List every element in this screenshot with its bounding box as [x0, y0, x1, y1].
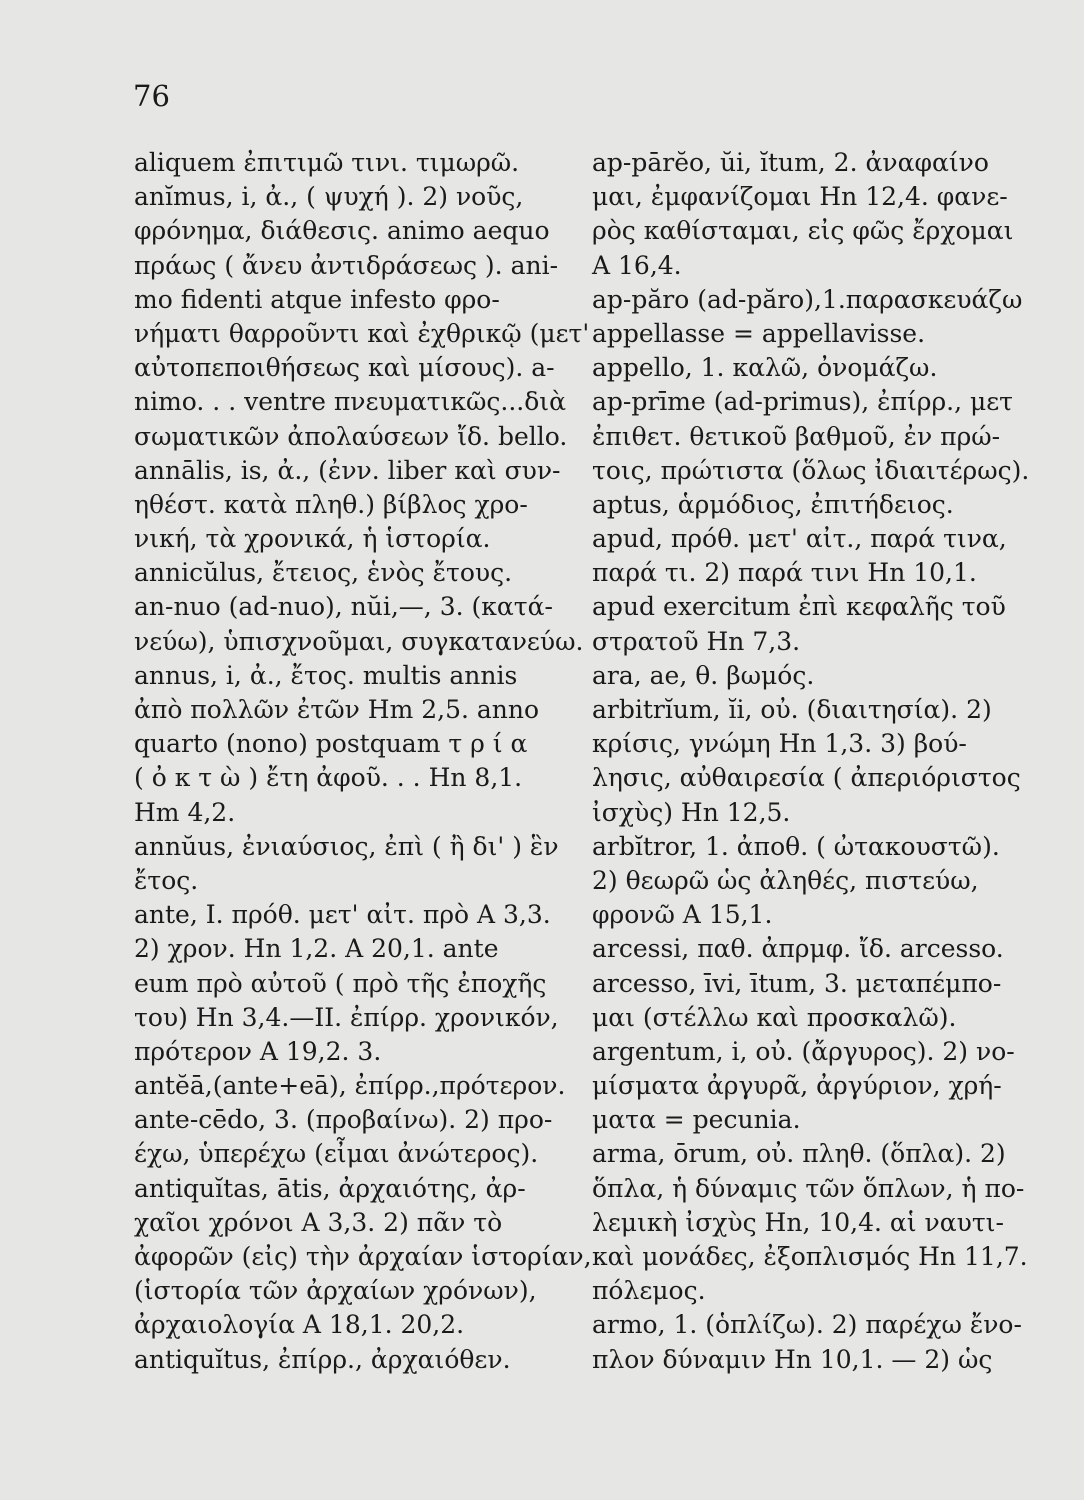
- dictionary-line: argentum, i, οὐ. (ἄργυρος). 2) νο-: [592, 1036, 1015, 1066]
- dictionary-line: annicŭlus, ἔτειος, ἑνὸς ἔτους.: [134, 558, 513, 588]
- dictionary-line: annŭus, ἐνιαύσιος, ἐπὶ ( ἢ δι' ) ἓν: [134, 831, 559, 861]
- dictionary-line: anĭmus, i, ἀ., ( ψυχή ). 2) νοῦς,: [134, 182, 524, 212]
- dictionary-line: ηθέστ. κατὰ πληθ.) βίβλος χρο-: [134, 489, 528, 519]
- dictionary-line: πρότερον A 19,2. 3.: [134, 1036, 382, 1066]
- right-column: [592, 146, 1032, 1377]
- dictionary-line: A 16,4.: [592, 250, 682, 280]
- dictionary-line: annālis, is, ἀ., (ἐνν. liber καὶ συν-: [134, 455, 561, 485]
- dictionary-line: φρόνημα, διάθεσις. animo aequo: [134, 216, 550, 246]
- dictionary-line: Hm 4,2.: [134, 797, 236, 827]
- dictionary-line: νεύω), ὑπισχνοῦμαι, συγκατανεύω.: [134, 626, 584, 656]
- dictionary-line: μαι, ἐμφανίζομαι Hn 12,4. φανε-: [592, 182, 1008, 212]
- dictionary-line: φρονῶ A 15,1.: [592, 900, 773, 930]
- dictionary-line: κρίσις, γνώμη Hn 1,3. 3) βού-: [592, 729, 967, 759]
- left-column: [134, 146, 592, 1377]
- dictionary-line: (ἱστορία τῶν ἀρχαίων χρόνων),: [134, 1276, 537, 1306]
- page-number: 76: [133, 79, 170, 113]
- dictionary-line: arcessi, παθ. ἀπρμφ. ἴδ. arcesso.: [592, 934, 1004, 964]
- dictionary-line: ὅπλα, ἡ δύναμις τῶν ὅπλων, ἡ πο-: [592, 1173, 1025, 1203]
- dictionary-line: ap-pārĕo, ŭi, ĭtum, 2. ἀναφαίνο: [592, 148, 989, 177]
- dictionary-line: ante-cēdo, 3. (προβαίνω). 2) προ-: [134, 1105, 553, 1135]
- dictionary-line: νήματι θαρροῦντι καὶ ἐχθρικῷ (μετ': [134, 318, 590, 348]
- dictionary-line: πράως ( ἄνευ ἀντιδράσεως ). ani-: [134, 250, 559, 280]
- dictionary-line: σωματικῶν ἀπολαύσεων ἴδ. bello.: [134, 421, 568, 451]
- dictionary-line: παρά τι. 2) παρά τινι Hn 10,1.: [592, 558, 977, 588]
- dictionary-line: μαι (στέλλω καὶ προσκαλῶ).: [592, 1002, 957, 1032]
- dictionary-line: ἀρχαιολογία A 18,1. 20,2.: [134, 1310, 465, 1340]
- dictionary-line: nimo. . . ventre πνευματικῶς...διὰ: [134, 387, 566, 417]
- dictionary-line: 2) θεωρῶ ὡς ἀληθές, πιστεύω,: [592, 865, 979, 895]
- dictionary-line: στρατοῦ Hn 7,3.: [592, 626, 801, 656]
- dictionary-line: ἔτος.: [134, 865, 199, 895]
- dictionary-line: annus, i, ἀ., ἔτος. multis annis: [134, 660, 518, 690]
- dictionary-line: an-nuo (ad-nuo), nŭi,—, 3. (κατά-: [134, 592, 553, 622]
- dictionary-line: apud, πρόθ. μετ' αἰτ., παρά τινα,: [592, 524, 1007, 554]
- dictionary-line: ( ὀ κ τ ὼ ) ἔτη ἀφοῦ. . . Hn 8,1.: [134, 763, 523, 793]
- dictionary-line: antiquĭtus, ἐπίρρ., ἀρχαιόθεν.: [134, 1344, 511, 1374]
- dictionary-line: ap-păro (ad-păro),1.παρασκευάζω: [592, 284, 1023, 314]
- dictionary-line: aliquem ἐπιτιμῶ τινι. τιμωρῶ.: [134, 148, 520, 177]
- dictionary-line: arbitrĭum, ĭi, οὐ. (διαιτησία). 2): [592, 695, 992, 724]
- dictionary-line: ἀφορῶν (εἰς) τὴν ἀρχαίαν ἱστορίαν,: [134, 1242, 592, 1271]
- dictionary-line: πλον δύναμιν Hn 10,1. — 2) ὡς: [592, 1344, 993, 1374]
- dictionary-line: τοις, πρώτιστα (ὅλως ἰδιαιτέρως).: [592, 455, 1030, 485]
- dictionary-line: ara, ae, θ. βωμός.: [592, 660, 815, 690]
- dictionary-line: μίσματα ἀργυρᾶ, ἀργύριον, χρή-: [592, 1071, 1002, 1101]
- dictionary-line: του) Hn 3,4.—II. ἐπίρρ. χρονικόν,: [134, 1002, 559, 1032]
- dictionary-line: arcesso, īvi, ītum, 3. μεταπέμπο-: [592, 968, 1002, 998]
- dictionary-line: λησις, αὐθαιρεσία ( ἀπεριόριστος: [592, 763, 1021, 793]
- dictionary-line: λεμικὴ ἰσχὺς Hn, 10,4. αἱ ναυτι-: [592, 1207, 1004, 1237]
- dictionary-line: quarto (nono) postquam τ ρ ί α: [134, 729, 528, 759]
- dictionary-line: antiquĭtas, ātis, ἀρχαιότης, ἀρ-: [134, 1173, 526, 1203]
- dictionary-line: eum πρὸ αὐτοῦ ( πρὸ τῆς ἐποχῆς: [134, 968, 547, 998]
- dictionary-line: αὐτοπεποιθήσεως καὶ μίσους). a-: [134, 353, 555, 383]
- dictionary-line: ρὸς καθίσταμαι, εἰς φῶς ἔρχομαι: [592, 216, 1014, 246]
- dictionary-line: 2) χρον. Hn 1,2. A 20,1. ante: [134, 934, 499, 964]
- dictionary-line: appello, 1. καλῶ, ὀνομάζω.: [592, 353, 938, 383]
- dictionary-line: νική, τὰ χρονικά, ἡ ἱστορία.: [134, 524, 491, 554]
- dictionary-line: χαῖοι χρόνοι A 3,3. 2) πᾶν τὸ: [134, 1207, 503, 1237]
- dictionary-line: ματα = pecunia.: [592, 1105, 801, 1135]
- dictionary-line: mo fidenti atque infesto φρο-: [134, 284, 500, 314]
- dictionary-line: πόλεμος.: [592, 1276, 706, 1306]
- dictionary-line: aptus, ἁρμόδιος, ἐπιτήδειος.: [592, 489, 954, 519]
- dictionary-line: arbĭtror, 1. ἀποθ. ( ὠτακουστῶ).: [592, 831, 1000, 861]
- dictionary-line: appellasse = appellavisse.: [592, 318, 926, 348]
- dictionary-line: καὶ μονάδες, ἐξοπλισμός Hn 11,7.: [592, 1242, 1028, 1271]
- dictionary-line: ante, I. πρόθ. μετ' αἰτ. πρὸ A 3,3.: [134, 900, 551, 930]
- dictionary-line: ap-prīme (ad-primus), ἐπίρρ., μετ: [592, 387, 1014, 417]
- dictionary-line: arma, ōrum, οὐ. πληθ. (ὅπλα). 2): [592, 1139, 1006, 1169]
- dictionary-line: ἰσχὺς) Hn 12,5.: [592, 797, 791, 827]
- dictionary-line: έχω, ὑπερέχω (εἶμαι ἀνώτερος).: [134, 1139, 539, 1169]
- dictionary-line: ἐπιθετ. θετικοῦ βαθμοῦ, ἐν πρώ-: [592, 421, 1001, 451]
- dictionary-line: apud exercitum ἐπὶ κεφαλῆς τοῦ: [592, 592, 1006, 622]
- dictionary-line: antĕā,(ante+eā), ἐπίρρ.,πρότερον.: [134, 1071, 566, 1101]
- dictionary-line: armo, 1. (ὁπλίζω). 2) παρέχω ἔνο-: [592, 1310, 1022, 1340]
- dictionary-line: ἀπὸ πολλῶν ἐτῶν Hm 2,5. anno: [134, 695, 540, 724]
